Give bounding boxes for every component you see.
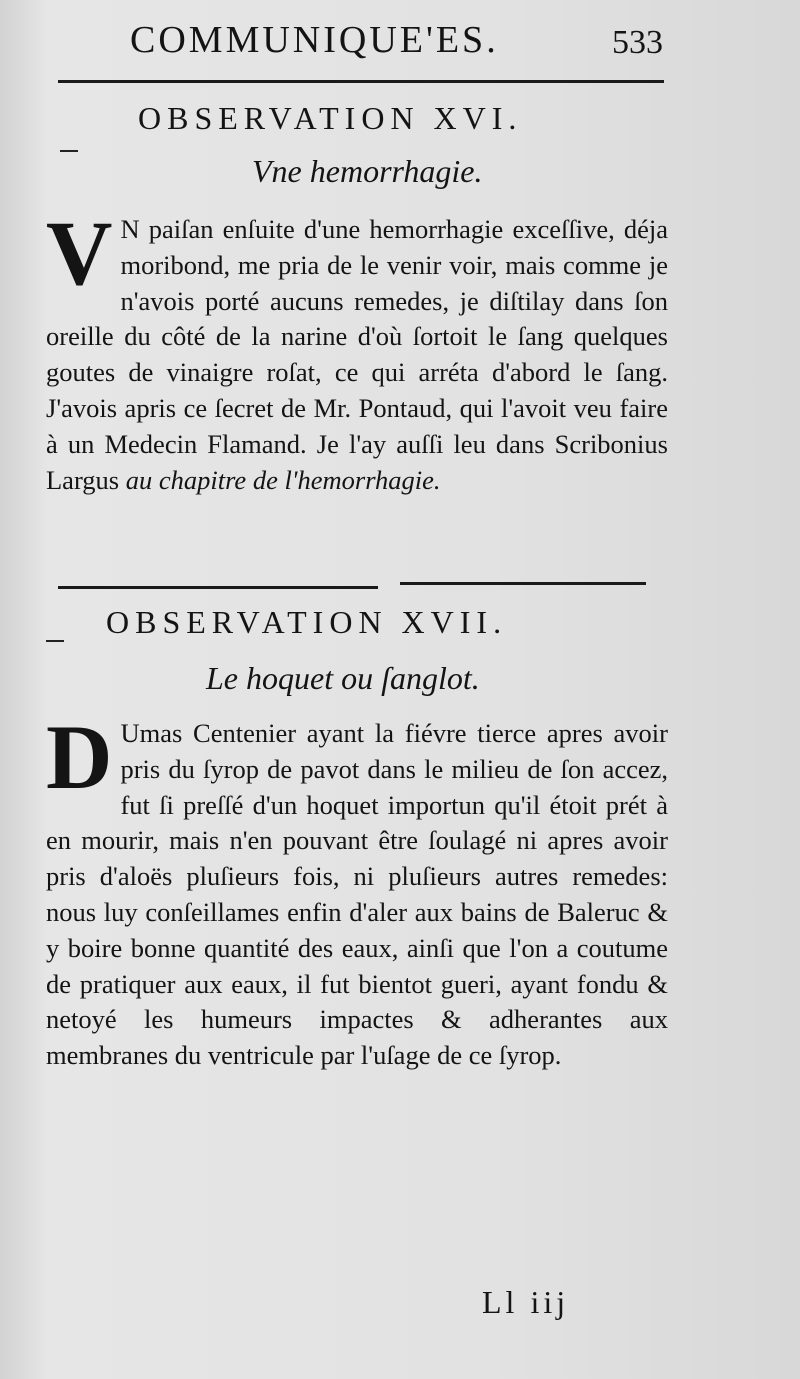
margin-dash	[60, 150, 78, 152]
observation-17-text: Umas Centenier ayant la fiévre tierce apres avoir pris du ſyrop de pavot dans le milieu de ſon accez, fut ſi preſſé d'un hoquet importun qu'il étoit prét à en mourir, mais n'en pouvant être ſoulagé ni apres avoir pris d'aloës pluſieurs fois, ni pluſieurs autres remedes: nous luy conſeillames enfin d'aler aux bains de Baleruc & y boire bonne quantité des eaux, ainſi que l'on a coutume de pratiquer aux eaux, il fut bientot gueri, ayant fondu & netoyé les humeurs impactes & adherantes aux membranes du ventricule par l'uſage de ce ſyrop.	[46, 718, 668, 1071]
dropcap-v: V	[46, 202, 113, 304]
observation-17-body	[46, 706, 668, 1074]
observation-17-title: OBSERVATION XVII.	[106, 604, 508, 640]
dropcap-d: D	[46, 706, 113, 808]
page-header	[0, 18, 800, 66]
page-number: 533	[612, 24, 663, 61]
observation-16-italic-tail: au chapitre de l'hemorrhagie.	[125, 464, 441, 495]
observation-16-title: OBSERVATION XVI.	[138, 100, 523, 136]
observation-16-body	[46, 202, 668, 498]
section-rule-right	[400, 582, 646, 585]
observation-16-subtitle: Vne hemorrhagie.	[252, 153, 483, 189]
header-rule	[58, 80, 664, 83]
observation-17-subtitle: Le hoquet ou ſanglot.	[206, 660, 480, 696]
section-rule-left	[58, 586, 378, 589]
running-title: COMMUNIQUE'ES.	[130, 19, 499, 61]
observation-16-text: N paiſan enſuite d'une hemorrhagie exceſſive, déja moribond, me pria de le venir voir, mais comme je n'avois porté aucuns remedes, je diſtilay dans ſon oreille du côté de la narine d'où ſortoit le ſang quelques goutes de vinaigre roſat, ce qui arréta d'abord le ſang. J'avois apris ce ſecret de Mr. Pontaud, qui l'avoit veu faire à un Medecin Flamand. Je l'ay auſſi leu dans Scribonius Largus	[46, 214, 668, 495]
margin-dash	[46, 640, 64, 642]
signature-mark: Ll iij	[482, 1284, 570, 1320]
